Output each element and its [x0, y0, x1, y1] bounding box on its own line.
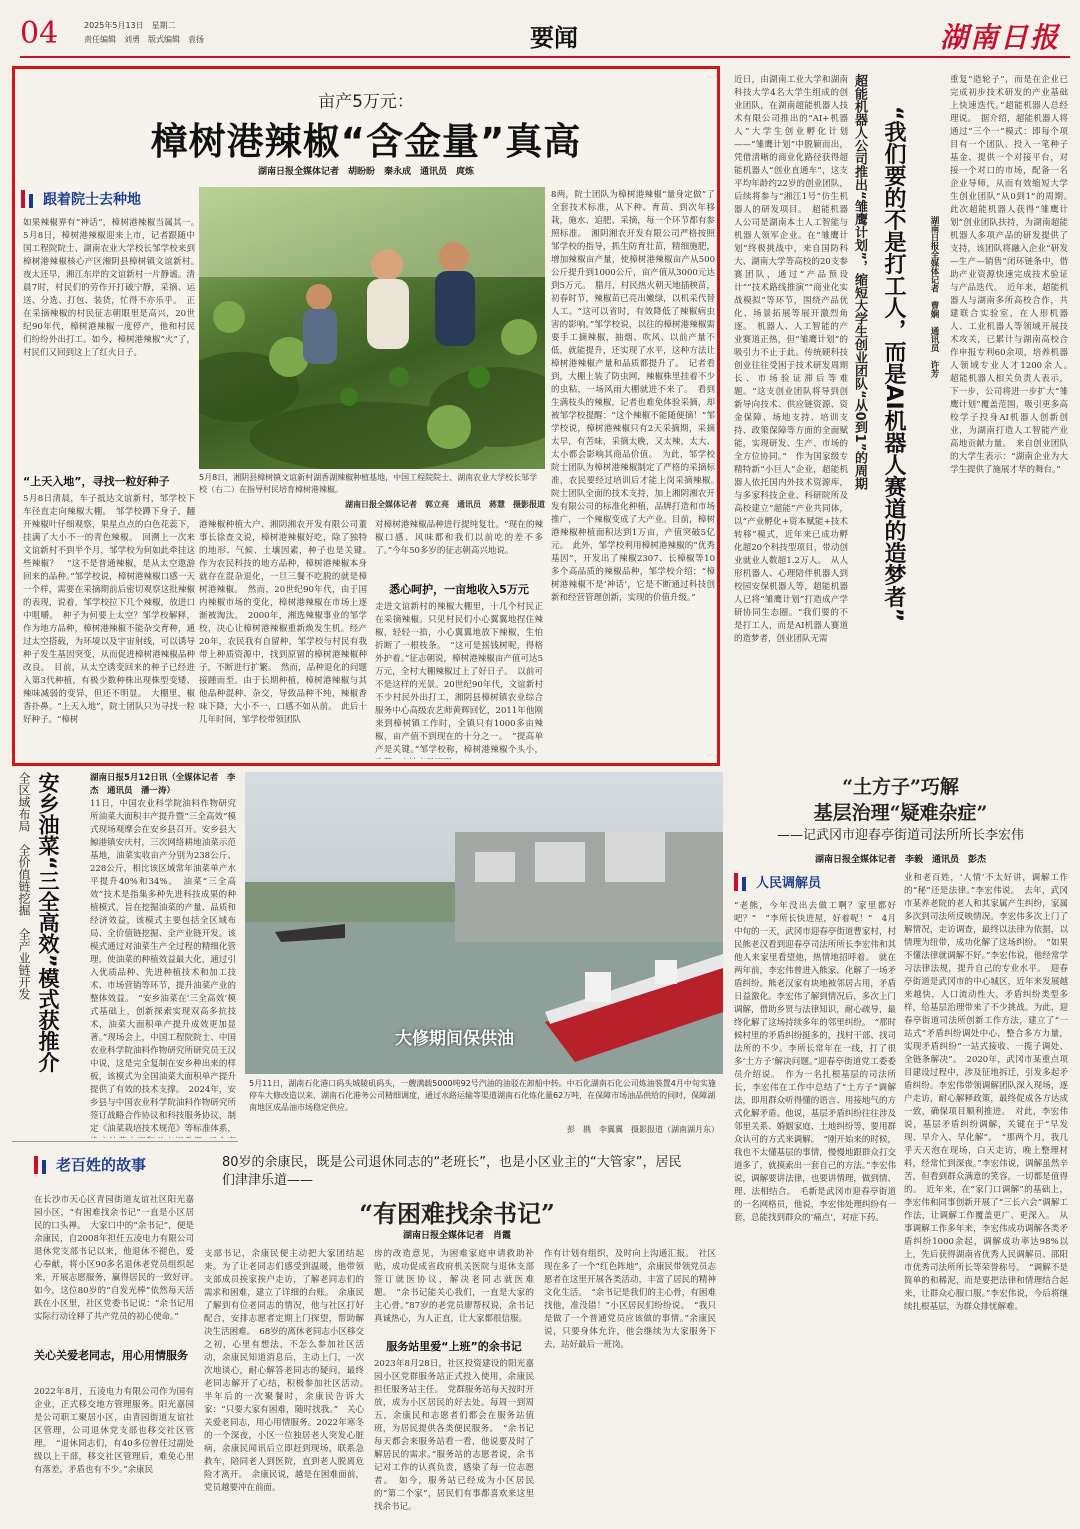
lead-col2: 港辣椒种植大户、湘阴湘农开发有限公司董事长徐查文说，樟树港辣椒好吃，除了独特的地形、气候、土壤因素，种子也是关键。 作为农民科技的地方品种，樟树港辣椒本身就存在混杂退化，一旦三餐不吃脱的就是樟树港辣椒。 然而，20世纪90年代，由于国内辣椒市场的变化，樟树港辣椒在市场上逐渐被淘汰。 2000年，湘选辣椒事业的邹学校，决心让樟树港辣椒重新焕发生机。经产20年，农民我有自留种，邹学校与村民有我带上种质资源中，找到原留的樟树港辣椒种子，不断进行扩繁。 然而，品种退化的问题接踵而至。由于长期种植，樟树港辣椒与其他品种混种、杂交，导致品种不纯，辣椒香味下降，大小不一，口感不如从前。 此后十几年时间，邹学校带领团队	[199, 520, 367, 725]
ai-byline: 湖南日报全媒体记者 曹娴 通讯员 许芳	[929, 216, 939, 378]
community-story	[12, 1150, 724, 1526]
lead-col3: 对樟树港辣椒品种进行提纯复壮。“现在的辣椒口感、风味都和我们以前吃的差不多了。”今年50多岁的征志朝高兴地说。	[375, 520, 543, 556]
oil-subtitle: 全区域布局 全价值链挖掘 全产业链开发	[17, 772, 31, 1000]
oil-text: 11日，中国农业科学院油料作物研究所油菜大面积丰产提升暨“三全高效”模式现场观摩会在安乡县召开。安乡县大鲸港镇安庆村，三次网络耕地油菜示范基地，油菜实收亩产分别为238公斤、228公斤，相比该区域常年油菜单产水平提升40%和34%。 油菜“三全高效”技术是指集多种先进科技成果的种植模式，旨在挖掘油菜的产量、品质和经济效益，该模式主要包括全区域布局、全价值链挖掘、全产业链开发。该模式通过对油菜生产全过程的精细化管理，使油菜的种植效益最大化，通过引入优质品种、先进种植技术和加工技术、市场营销等环节，提升油菜产业的整体效益。 “安乡油菜在‘三全高效’模式基础上，创新探索实现双高多抗技术，油菜大面积单产提升成效更加显著。”现场会上，中国工程院院士、中国农业科学院油料作物研究所研究员王汉中说，这是完全复制在安乡种出来的样板，该模式为全国油菜大面积单产提升提供了有效的技术支撑。 2024年，安乡县与中国农业科学院油料作物研究所签订战略合作协议和科技服务协议，制定《油菜栽培技术规范》等标准体系，	[90, 799, 236, 1134]
community-col3b: 2023年8月28日，社区投资建设的阳光嘉园小区党群服务站正式投入使用，余康民担任服务站主任。 党群服务站每天按时开放，成为小区居民的好去处。每周一到周五，余康民和志愿者们都会在服务站值班，为居民提供各类便民服务。 “余书记每天都会来服务站看一看，他说要及时了解居民的需求。”服务站的志愿者说，余书记对工作的认真负责，感染了每一位志愿者。 如今，服务站已经成为小区居民的“第二个家”，居民们有事都喜欢来这里找余书记。	[374, 1359, 534, 1512]
lead-story-box	[12, 66, 720, 766]
chili-field-photo	[199, 187, 545, 469]
editors-line: 责任编辑 刘勇 版式编辑 袁扬	[84, 35, 204, 44]
community-col2: 支部书记，余康民便主动把大家团结起来。为了让老同志们感受到温暖，他带领支部成员挨家挨户走访，了解老同志们的需求和困难，建立了详细的台账。 余康民了解到有位老同志的情况，他与社区打好配合，安排志愿者定期上门探望，帮助解决生活困难。 68岁的离休老同志小区移交之初，心里有想法，不怎么参加社区活动，余康民知道消息后，主动上门，一次次地谈心，耐心解答老同志的疑问，最终老同志解开了心结，积极参加社区活动。 半年后的一次聚餐时，余康民告诉大家：“只要大家有困难，随时找我。” 关心关爱老同志，用心用情服务。2022年寒冬的一个深夜，小区一位独居老人突发心脏病，余康民闻讯后立即赶到现场，联系急救车，陪同老人到医院，直到老人脱离危险才离开。 余康民说，越是在困难面前，党员越要冲在前面。	[204, 1249, 364, 1493]
community-col3: 房的改造意见，为困难家庭申请救助补贴，成功促成省政府机关医院与退休支部签订就医协议，解决老同志就医难题。 “余书记能关心我们，一直是大家的主心骨。”87岁的老党员廖帮权说，余书记真诚热心，为人正直，让大家都很信服。	[374, 1249, 534, 1324]
ship-photo-block	[245, 772, 723, 1142]
lead-subhead-1: “上天入地”，寻找一粒好种子	[23, 475, 170, 488]
mediation-title-1: “土方子”巧解	[842, 776, 959, 798]
ai-col1: 近日，由湖南工业大学和湖南科技大学4名大学生组成的创业团队，在湖南超能机器人技术有限公司推出的“AI+机器人”大学生创业孵化计划——“雏鹰计划”中脱颖而出，凭借清晰的商业化路径获得超能机器人“创业直通车”，这支平均年龄约22岁的创业团队，后续将参与“湘江1号”仿生机器人的研发项目。 超能机器人公司是湖南本土人工智能与机器人领军企业。在“雏鹰计划”终极挑战中，来自国防科大、湖南大学等高校的20支参赛团队，通过“产品预设计”“技术路线推演”“商业化实战模拟”等环节，围绕产品优化、场景拓展等展开激烈角逐。 机器人、人工智能的产业赛道正热，但“雏鹰计划”的吸引力不止于此。传统硬科技创业往往受困于技术研发周期长、市场验证滞后等难题。“这支创业团队将导到创新导向技术、供应链资源、资金保障、场地支持、培训支持、政策保障等方面的全面赋能，实现研发、生产、市场的全方位协同。” 作为国家级专精特新“小巨人”企业，超能机器人依托国内外技术资源库，与多家科技企业、科研院所及高校建立“超能”产业共同体，以“产业孵化+资本赋能+技术转移”模式，近年来已成功孵化超20个科技型项目，带动创业就业人数超1.2万人。 从人形机器人、心理陪伴机器人到校园安保机器人等，超能机器人已将“雏鹰计划”打造成产学研协同生态圈。“我们要的不是打工人，而是AI机器人赛道的造梦者，创业团队无需	[734, 75, 848, 644]
oil-byline: 湖南日报5月12日讯（全媒体记者 李杰 通讯员 潘一涛）	[90, 773, 236, 796]
community-byline: 湖南日报全媒体记者 肖霞	[402, 1231, 511, 1241]
mediation-story	[728, 772, 1073, 1527]
column-tag-mediator	[734, 872, 821, 891]
ship-photo-caption: 5月11日，湖南石化港口码头城陵矶码头，一艘满载5000吨92号汽油的油驳在卸船中转。中石化湖南石化公司炼油装置4月中旬实施停车大修改造以来，湖南石化港务公司精细调度，通过水路运输等渠道湖南石化炼化量62万吨，在保障市场油品供给的同时，保障湖南地区成品油市场稳定供应。	[249, 1079, 716, 1112]
lead-col1: 如果辣椒界有“神话”，樟树港辣椒当属其一。 5月8日，樟树港辣椒迎来上市，记者跟随中国工程院院士、湖南农业大学校长邹学校来到樟树港辣椒核心产区湘阴县樟树镇文谊新村。 夜太还早，湘江东岸的文谊新村一片静谧。清晨7时，村民们的劳作开打破宁静，采摘、运送、分选、打包、装货，忙得不亦乐乎。 正在采摘辣椒的村民征志朝眼里是高兴，20世纪90年代，樟树港辣椒一度停产，他和村民们纷纷外出打工。如今，樟树港辣椒“火”了，村民们又回到这上了红火日子。	[23, 218, 195, 358]
lead-col1b: 5月8日清晨，车子抵达文谊新村，邹学校下车径直走向辣椒大棚。 邹学校蹲下身子，翻开辣椒叶仔细观察，果星点点的白色花蕊下，挂满了大小不一的青色辣椒。 回溯上一次来文谊新村不到半个月，邹学校为何如此牵挂这些辣椒？ “这不是普通辣椒，是从太空遨游回来的品种。”邹学校说，樟树港辣椒口感一天一个样，需要在采摘期前后密切观察这批辣椒的表现，说着，邹学校拉下几个辣椒，放进口中咀嚼。 种子为何要上太空？邹学校解释，作为地方品种，樟树港辣椒不能杂交育种，通过太空搭载，为环境以及宇宙射线，可以诱导种子发生基因突变，从而促进樟树港辣椒品种改良。 目前，从太空诱变回来的种子已经进入第3代种植，有极少数种株出现株型变矮、辣味减弱的变异，但还不明显。 大棚里，椒香扑鼻。“上天入地”，院士团队只为寻找一粒好种子。“樟树	[23, 494, 195, 725]
oil-story	[12, 772, 238, 1142]
community-subhead-1: 关心关爱老同志，用心用情服务	[34, 1349, 188, 1362]
lead-photo-credit: 湖南日报全媒体记者 郭立亮 通讯员 蒋慧 摄影报道	[345, 500, 545, 509]
lead-col3b: 走进文谊新村的辣椒大棚里，十几个村民正在采摘辣椒。只见村民们小心翼翼地捏住辣椒，轻轻一掐，小心翼翼地放下辣椒，生怕折断了一根枝条。 “这可是摇钱树呢，得格外护着。”征志朝说，樟树港辣椒亩产值可达5万元，全村大棚辣椒过上了好日子。 以前可不是这样的光景。20世纪90年代，文谊新村不少村民外出打工，湘阴县樟树镇农业综合服务中心高级农艺师黄辉回忆，2011年他刚来到樟树镇工作时，全镇只有1000多亩辣椒，亩产值不到现在的十分之一。 “提高单产是关键。”邹学校称，樟树港辣椒个头小，	[375, 602, 543, 755]
community-headline: “有困难找余书记”	[359, 1199, 555, 1228]
ship-overlay-title: 大修期间保供油	[395, 1029, 514, 1049]
ai-subtitle: 超能机器人公司推出“雏鹰计划”，缩短大学生创业团队“从0到1”的周期	[852, 74, 867, 491]
page-number: 04	[20, 16, 59, 51]
community-col4: 作有计划有组织，及时向上沟通汇报。 社区现在多了一个“红色阵地”，余康民带领党员志愿者在这里开展各类活动，丰富了居民的精神文化生活。 “余书记是我们的主心骨，有困难找他，准没错！”小区居民们纷纷说。 “我只是做了一个普通党员应该做的事情。”余康民说，只要身体允许，他会继续为大家服务下去，站好最后一班岗。	[544, 1249, 716, 1350]
h-logo-icon	[34, 1156, 50, 1174]
community-col1: 在长沙市天心区青园街道友谊社区阳光嘉园小区，“有困难找余书记”一直是小区居民的口头禅。 大家口中的“余书记”，便是余康民，自2008年担任五凌电力有限公司退休党支部书记以来，他退休不褪色，爱心奉献，将小区90多名退休老党员组织起来，开展志愿服务，赢得居民的一致好评。 如今，这位80岁的“自发光棒”依然每天活跃在小区里，社区党委书记说：“余书记用实际行动诠释了共产党员的初心使命。”	[34, 1195, 194, 1322]
photo-drawing	[199, 187, 545, 469]
section-title: 要闻	[530, 23, 578, 52]
lead-photo-caption: 5月8日，湘阴县樟树镇文谊新村湖香湖辣椒种植基地，中国工程院院士、湖南农业大学校长邹学校（右二）在指导村民培育樟树港辣椒。	[199, 473, 538, 494]
oil-headline: 安乡油菜“三全高效”模式获推介	[36, 772, 60, 1073]
column-tag-academician	[21, 189, 141, 209]
column-tag-people	[34, 1154, 146, 1175]
issue-date: 2025年5月13日 星期二	[84, 21, 176, 30]
mediation-col1: “老熊，今年没出去做工啊？家里都好吧？” “李所长快进屋，好着呢！” 4月中旬的一天，武冈市迎春亭街道曹家村，村民熊老汉看到迎春亭司法所所长李宏伟和其他人来家里看望他，热情地招呼着。 就在两年前，李宏伟曾进入熊家，化解了一场矛盾纠纷。熊老汉家有块地被邻居占用，矛盾日益激化。李宏伟了解到情况后，多次上门调解，借助乡贤与法律知识，耐心疏导，最终化解了这场持续多年的邻里纠纷。 “那时候村里的矛盾纠纷挺多的，找村干部、找司法所的不少。李所长常年在一线，打了很多‘土方子’解决问题。”迎春亭街道党工委委员介绍说。 作为一名扎根基层的司法所长，李宏伟在工作中总结了“土方子”调解法，即用群众听得懂的语言、用接地气的方式化解矛盾。他说，基层矛盾纠纷往往涉及邻里关系、婚姻家庭、土地纠纷等，要用群众认可的方式来调解。 “刚开始来的时候，我也不太懂基层的事情，慢慢地跟群众打交道多了，就摸索出一套自己的方法。”李宏伟说，调解要讲法律，也要讲情理，做到情、理、法相结合。 毛新是武冈市迎春亭街道的一名网格员，他说，李宏伟处理纠纷有一套，总能找到群众的‘痛点’，对症下药。	[734, 901, 896, 1223]
community-subhead-2: 服务站里爱“上班”的余书记	[386, 1340, 522, 1353]
lead-kicker: 亩产5万元：	[318, 92, 414, 112]
ai-headline: “我们要的不是打工人，而是AI机器人赛道的造梦者”	[881, 106, 906, 623]
mediation-title-2: 基层治理“疑难杂症”	[813, 802, 988, 824]
column-tag-label: 老百姓的故事	[56, 1156, 147, 1174]
ship-photo	[245, 772, 723, 1074]
mediation-col2: 业和老百姓，‘人情’不太好讲，调解工作的“秘”还是法律。”李宏伟说。 去年，武冈市某养老院的老人和其家属产生纠纷，家属多次到司法所反映情况。李宏伟多次上门了解情况，走访调查，最终以法律为依据，以情理为纽带，成功化解了这场纠纷。 “如果不懂法律就调解不好。”李宏伟说，他经常学习法律法规，提升自己的专业水平。 迎春亭街道是武冈市的中心城区，近年来发展越来越快，人口流动性大，矛盾纠纷类型多样，给基层治理带来了不少挑战。为此，迎春亭街道司法所创新工作方法，建立了“一站式”矛盾纠纷调处中心，整合多方力量，实现矛盾纠纷“一站式接收、一揽子调处、全链条解决”。 2020年，武冈市某重点项目建设过程中，涉及征地拆迁，引发多起矛盾纠纷。李宏伟带领调解团队深入现场，逐户走访，耐心解释政策，最终促成各方达成一致，确保项目顺利推进。 对此，李宏伟说，基层矛盾纠纷调解，关键在于“早发现、早介入、早化解”。 “那两个月，我几乎天天泡在现场，白天走访，晚上整理材料，经常忙到深夜。”李宏伟说，调解虽然辛苦，但看到群众满意的笑容，一切都是值得的。 近年来，在“家门口调解”的基础上，李宏伟和同事创新开展了“三长六会”调解工作法，让调解工作覆盖更广、更深入。 从事调解工作多年来，李宏伟成功调解各类矛盾纠纷1000余起，调解成功率达98%以上，先后获得湖南省优秀人民调解员、邵阳市优秀司法所所长等荣誉称号。 “调解不是简单的和稀泥，而是要把法律和情理结合起来，让群众心服口服。”李宏伟说，今后将继续扎根基层，为群众排忧解难。	[904, 873, 1068, 1312]
lead-subhead-2: 悉心呵护，一亩地收入5万元	[389, 583, 529, 596]
community-col1b: 2022年8月，五凌电力有限公司作为国有企业，正式移交地方管理服务。阳光嘉园是公司职工聚居小区，由青园街道友谊社区管理，公司退休党支部也移交社区管理。 “退休同志们，有40多位曾任过副处级以上干部，移交社区管理后，难免心里有落差，矛盾也有不少。”余康民	[34, 1387, 194, 1475]
column-tag-label: 跟着院士去种地	[43, 192, 141, 208]
ai-story	[728, 66, 1073, 766]
newspaper-logo: 湖南日报	[939, 21, 1060, 54]
lead-headline: 樟树港辣椒“含金量”真高	[150, 120, 582, 163]
lead-byline: 湖南日报全媒体记者 胡盼盼 秦永成 通讯员 庹炼	[257, 167, 474, 177]
column-tag-label: 人民调解员	[756, 876, 822, 891]
mediation-subtitle: ——记武冈市迎春亭街道司法所所长李宏伟	[776, 828, 1024, 843]
community-intro: 80岁的余康民，既是公司退休同志的“老班长”，也是小区业主的“大管家”，居民们津津乐道——	[222, 1155, 682, 1188]
masthead	[20, 12, 1070, 58]
ai-col2: 重复“造轮子”，而是在企业已完成初步技术研发的产业基础上快速迭代。”超能机器人总经理说。 据介绍，超能机器人将通过“三个一”模式：即每个项目有一个团队、投入一笔种子基金、提供一个对接平台，对接一个对口的市场，配备一名企业导师，从而有效缩短大学生创业团队“从0到1”的周期。 此次超能机器人获得“雏鹰计划”创业团队扶持，为湖南超能机器人多项产品的研发提供了支持，该团队将融入企业“研发—生产—销售”闭环链条中，借助产业资源快速完成技术验证与产品迭代。 近年来，超能机器人与湖南多所高校合作，共建联合实验室，在人形机器人、工业机器人等领域开展技术攻关，已累计与湖南高校合作申报专利60余项，培养机器人领域专业人才1200余人。 超能机器人相关负责人表示，下一步，公司将进一步扩大“雏鹰计划”覆盖范围，吸引更多高校学子投身AI机器人创新创业，为湖南打造人工智能产业高地贡献力量。 来自创业团队的大学生表示：“湖南企业为大学生提供了施展才华的舞台。”	[950, 75, 1068, 475]
h-logo-icon	[21, 190, 37, 208]
h-logo-icon	[734, 873, 750, 891]
mediation-byline: 湖南日报全媒体记者 李毅 通讯员 彭杰	[814, 855, 986, 865]
ship-photo-credit: 彭 戡 李翼翼 摄影报道（湖南湖月东）	[567, 1125, 719, 1134]
lead-col4: 8两，院士团队为樟树港辣椒“量身定做”了全套技术标准，从下种、育苗、到次年移栽，施水、追肥、采摘，每一个环节都有参照标准。 湘阴湘农开发有限公司严格按照邹学校的指导，抓生防育壮苗，精细施肥，增加辣椒亩产量，使樟树港辣椒亩产从500公斤提升到1000公斤，亩产值从3000元达到5万元。 腊月，村民热火朝天地插秧苗，初春时节，辣椒苗已亮出嫩绿，以机采代替人工。“这可以省时，有效降低了辣椒病虫害的影响。”邹学校说，以往的樟树港辣椒需要手工摘辣椒，抽烟、吹风、以前产量不低，就能提升，还实现了水平，这种方法让樟树港辣椒产量和品质都提升了。 记者看到，大棚上装了防虫网，辣椒株里挂着不少的虫粘，一场风雨大棚就进不来了。 看到生满枝头的辣椒，记者也难免体验采摘，却被邹学校提醒：“这个辣椒不能随便摘！”邹学校说，樟树港辣椒只有2天采摘期，采摘太早，有苦味，采摘太晚，又太辣，太大、太小都会影响其商品价值。 为此，邹学校院士团队为樟树港辣椒制定了严格的采摘标准，农民要经过培训后才能上岗采摘辣椒。 院士团队全面的技术支持，加上湘阴湘农开发有限公司的标准化种植，品牌打造和市场推广，一个辣椒变成了大产业。目前，樟树港辣椒种植面积达到1万亩，产值突破5亿元。 此外，邹学校利用樟树港辣椒的“优秀基因”，开发出了辣椒2307、长樟椒等10多个高品质的辣椒品种，邹学校介绍：“樟树港辣椒不是‘神话’，它是不断通过科技创新和经营管理创新，实现的价值升级。”	[551, 190, 715, 603]
